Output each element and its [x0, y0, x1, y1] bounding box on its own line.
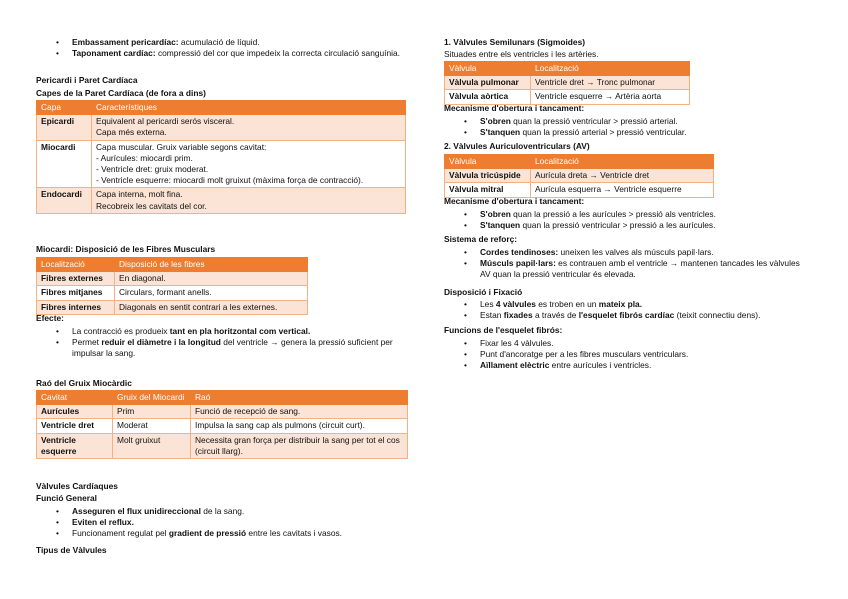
valvules-heading: Vàlvules Cardíaques: [36, 481, 118, 491]
table-header: Capa: [37, 101, 92, 115]
list-item: • S'tanquen quan la pressió arterial > pressió ventricular.: [444, 127, 804, 138]
funcio-heading: Funció General: [36, 493, 97, 503]
esquelet-bullets: [444, 338, 804, 372]
gruix-heading: Raó del Gruix Miocàrdic: [36, 378, 132, 388]
table-header: Raó: [191, 391, 408, 405]
gruix-table: [36, 390, 408, 459]
table-header: Disposició de les fibres: [115, 258, 308, 272]
list-item: • Taponament cardíac: compressió del cor que impedeix la correcta circulació sanguínia.: [36, 48, 408, 59]
table-row: Epicardi Equivalent al pericardi serós visceral. Capa més externa.: [37, 115, 406, 140]
semilunars-heading: 1. Vàlvules Semilunars (Sigmoides): [444, 37, 586, 47]
mecanisme-heading-1: Mecanisme d'obertura i tancament:: [444, 103, 585, 113]
mecanisme-bullets-2: [444, 209, 804, 231]
table-row: Fibres internes Diagonals en sentit contrari a les externes.: [37, 300, 308, 314]
table-row: Ventricle dret Moderat Impulsa la sang cap als pulmons (circuit curt).: [37, 419, 408, 433]
mecanisme-bullets-1: [444, 116, 804, 138]
table-row: Miocardi Capa muscular. Gruix variable segons cavitat: - Aurícules: miocardi prim. - Ventricle dret: gruix moderat. - Ventricle esquerre: miocardi molt gruixut (màxima força de contracció).: [37, 140, 406, 188]
table-row: Fibres externes En diagonal.: [37, 272, 308, 286]
reforc-bullets: [444, 247, 804, 281]
list-item: • La contracció es produeix tant en pla horitzontal com vertical.: [36, 326, 396, 337]
semilunars-table: [444, 61, 690, 105]
list-item: • Asseguren el flux unidireccional de la sang.: [36, 506, 396, 517]
list-item: • Aïllament elèctric entre aurícules i ventricles.: [444, 360, 804, 371]
table-row: Vàlvula aòrtica Ventricle esquerre → Artèria aorta: [445, 90, 690, 104]
table-row: Fibres mitjanes Circulars, formant anells.: [37, 286, 308, 300]
funcio-bullets: [36, 506, 396, 540]
list-item: • Cordes tendinoses: uneixen les valves als músculs papil·lars.: [444, 247, 804, 258]
reforc-heading: Sistema de reforç:: [444, 234, 518, 244]
tipus-heading: Tipus de Vàlvules: [36, 545, 107, 555]
table-header: Vàlvula: [445, 62, 531, 76]
list-item: • S'tanquen quan la pressió ventricular > pressió a les aurícules.: [444, 220, 804, 231]
fibres-heading: Miocardi: Disposició de les Fibres Musculars: [36, 244, 216, 254]
list-item: • Eviten el reflux.: [36, 517, 396, 528]
pericardi-heading: Pericardi i Paret Cardíaca: [36, 75, 138, 85]
table-header: Localització: [531, 155, 714, 169]
list-item: • S'obren quan la pressió ventricular > pressió arterial.: [444, 116, 804, 127]
table-header: Localització: [37, 258, 115, 272]
table-header: Característiques: [92, 101, 406, 115]
intro-bullets: [36, 37, 408, 59]
list-item: • Punt d'ancoratge per a les fibres musculars ventriculars.: [444, 349, 804, 360]
table-header: Vàlvula: [445, 155, 531, 169]
capes-table: [36, 100, 406, 214]
av-table: [444, 154, 714, 198]
table-header: Cavitat: [37, 391, 113, 405]
table-row: Endocardi Capa interna, molt fina. Recobreix les cavitats del cor.: [37, 188, 406, 213]
mecanisme-heading-2: Mecanisme d'obertura i tancament:: [444, 196, 585, 206]
list-item: • Músculs papil·lars: es contrauen amb el ventricle → mantenen tancades les vàlvules AV quan la pressió ventricular és elevada.: [444, 258, 804, 280]
efecte-bullets: [36, 326, 396, 360]
capes-heading: Capes de la Paret Cardíaca (de fora a dins): [36, 88, 206, 98]
table-header: Gruix del Miocardi: [113, 391, 191, 405]
list-item: • Permet reduir el diàmetre i la longitud del ventricle → genera la pressió suficient per impulsar la sang.: [36, 337, 396, 359]
list-item: • Funcionament regulat pel gradient de pressió entre les cavitats i vasos.: [36, 528, 396, 539]
table-row: Aurícules Prim Funció de recepció de sang.: [37, 405, 408, 419]
esquelet-heading: Funcions de l'esquelet fibrós:: [444, 325, 563, 335]
list-item: • S'obren quan la pressió a les aurícules > pressió als ventricles.: [444, 209, 804, 220]
disposicio-bullets: [444, 299, 804, 321]
list-item: • Embassament pericardíac: acumulació de líquid.: [36, 37, 408, 48]
efecte-heading: Efecte:: [36, 313, 64, 323]
list-item: • Estan fixades a través de l'esquelet fibrós cardíac (teixit connectiu dens).: [444, 310, 804, 321]
list-item: • Fixar les 4 vàlvules.: [444, 338, 804, 349]
table-row: Ventricle esquerre Molt gruixut Necessita gran força per distribuir la sang per tot el cos (circuit llarg).: [37, 433, 408, 458]
av-heading: 2. Vàlvules Auriculoventriculars (AV): [444, 141, 590, 151]
list-item: • Les 4 vàlvules es troben en un mateix pla.: [444, 299, 804, 310]
table-row: Vàlvula pulmonar Ventricle dret → Tronc pulmonar: [445, 76, 690, 90]
semilunars-subtitle: Situades entre els ventricles i les artèries.: [444, 49, 599, 59]
table-row: Vàlvula tricúspide Aurícula dreta → Ventricle dret: [445, 169, 714, 183]
table-header: Localització: [531, 62, 690, 76]
disposicio-heading: Disposició i Fixació: [444, 287, 523, 297]
fibres-table: [36, 257, 308, 315]
table-row: Vàlvula mitral Aurícula esquerra → Ventricle esquerre: [445, 183, 714, 197]
